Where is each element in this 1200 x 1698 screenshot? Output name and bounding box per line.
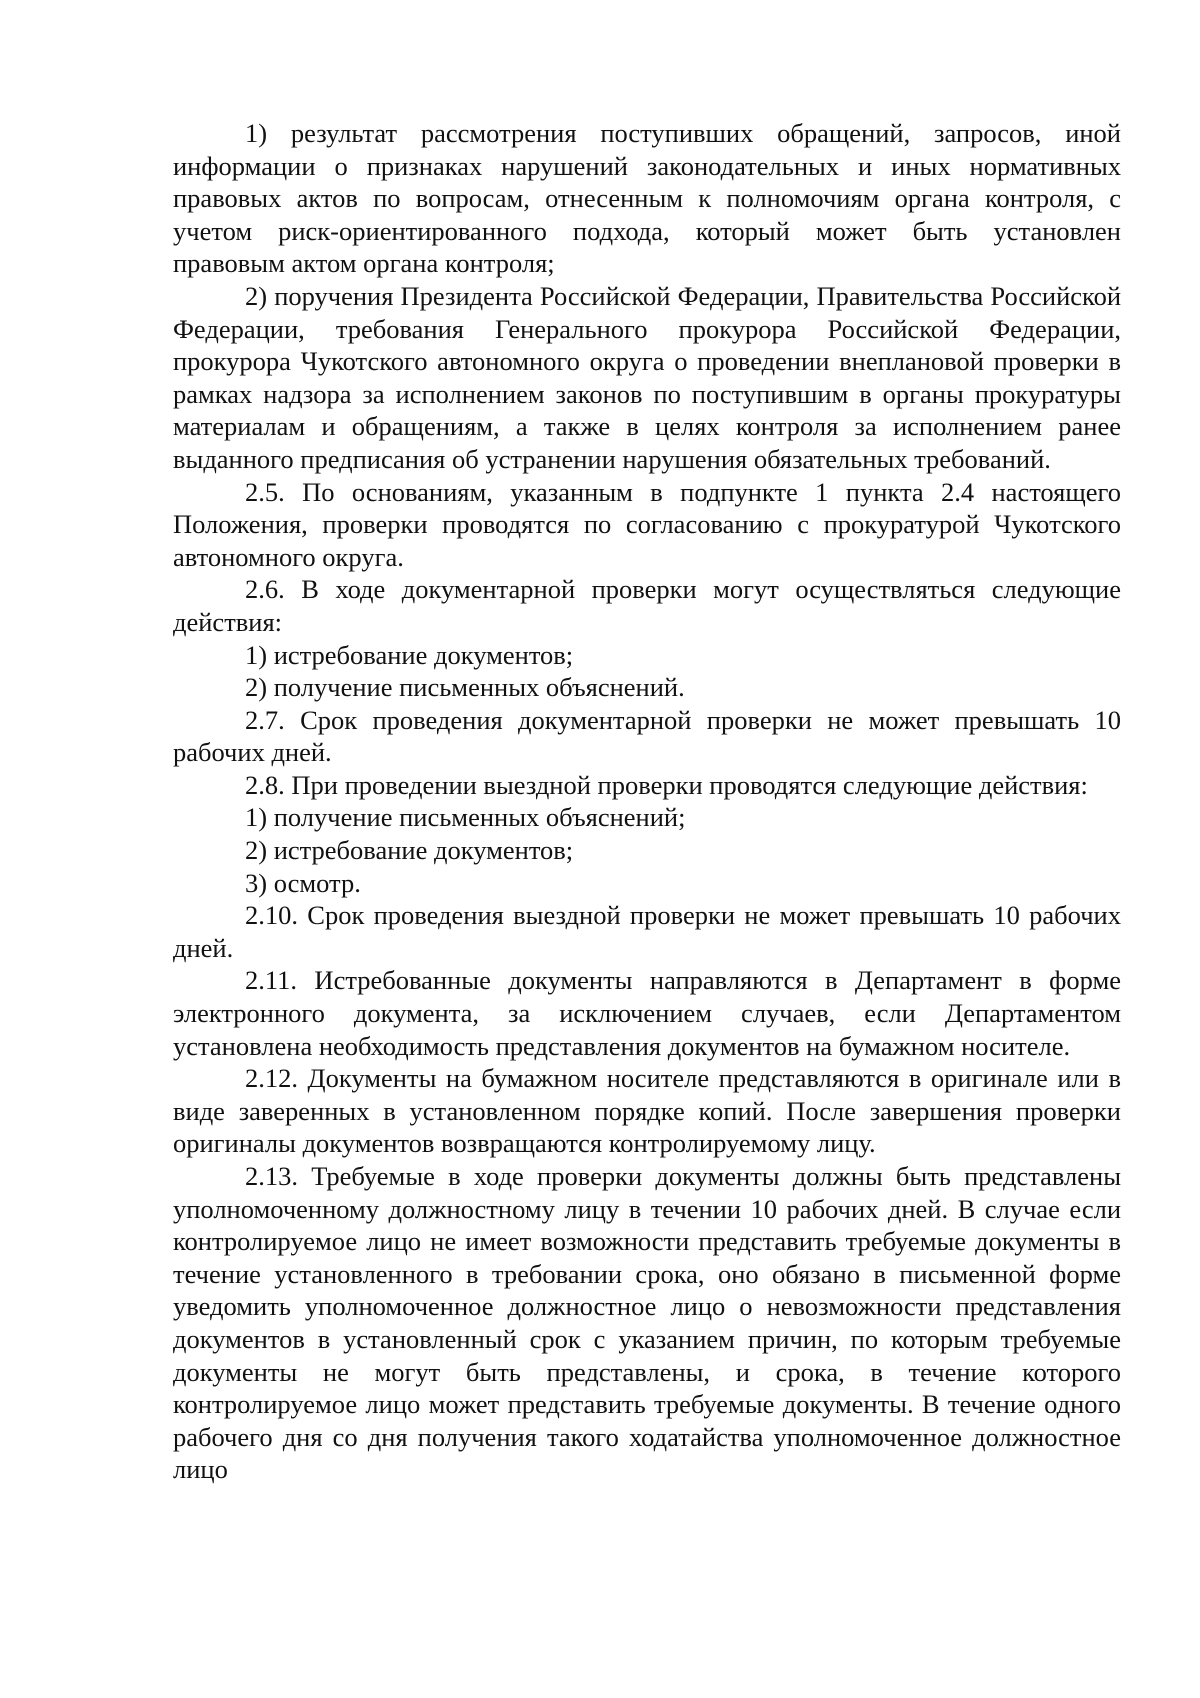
paragraph-2-6: 2.6. В ходе документарной проверки могут осуществляться следующие действия: — [173, 574, 1121, 637]
paragraph-item-1: 1) результат рассмотрения поступивших обращений, запросов, иной информации о признаках нарушений законодательных и иных нормативных правовых актов по вопросам, отнесенным к полномочиям органа контроля, с учетом риск-ориентированного подхода, который может быть установлен правовым актом органа контроля; — [173, 118, 1121, 279]
paragraph-2-6-item-1: 1) истребование документов; — [245, 639, 574, 670]
paragraph-2-8-item-3: 3) осмотр. — [245, 867, 361, 898]
paragraph-2-5: 2.5. По основаниям, указанным в подпункте 1 пункта 2.4 настоящего Положения, проверки проводятся по согласованию с прокуратурой Чукотского автономного округа. — [173, 476, 1121, 572]
paragraph-2-8-item-2: 2) истребование документов; — [245, 835, 574, 866]
paragraph-2-10: 2.10. Срок проведения выездной проверки не может превышать 10 рабочих дней. — [173, 900, 1121, 963]
paragraph-2-11: 2.11. Истребованные документы направляются в Департамент в форме электронного документа, за исключением случаев, если Департаментом установлена необходимость представления документов на бумажном носителе. — [173, 965, 1121, 1061]
paragraph-2-6-item-2: 2) получение письменных объяснений. — [245, 672, 685, 703]
paragraph-2-8: 2.8. При проведении выездной проверки проводятся следующие действия: — [245, 769, 1088, 800]
paragraph-2-13: 2.13. Требуемые в ходе проверки документы должны быть представлены уполномоченному должностному лицу в течении 10 рабочих дней. В случае если контролируемое лицо не имеет возможности представить требуемые документы в течение установленного в требовании срока, оно обязано в письменной форме уведомить уполномоченное должностное лицо о невозможности представления документов в установленный срок с указанием причин, по которым требуемые документы не могут быть представлены, и срока, в течение которого контролируемое лицо может представить требуемые документы. В течение одного рабочего дня со дня получения такого ходатайства уполномоченное должностное лицо — [173, 1161, 1121, 1485]
paragraph-2-12: 2.12. Документы на бумажном носителе представляются в оригинале или в виде заверенных в установленном порядке копий. После завершения проверки оригиналы документов возвращаются контролируемому лицу. — [173, 1063, 1121, 1159]
document-body — [173, 117, 1121, 1486]
paragraph-2-7: 2.7. Срок проведения документарной проверки не может превышать 10 рабочих дней. — [173, 704, 1121, 768]
paragraph-item-2: 2) поручения Президента Российской Федерации, Правительства Российской Федерации, требования Генерального прокурора Российской Федерации, прокурора Чукотского автономного округа о проведении внеплановой проверки в рамках надзора за исполнением законов по поступившим в органы прокуратуры материалам и обращениям, а также в целях контроля за исполнением ранее выданного предписания об устранении нарушения обязательных требований. — [173, 280, 1121, 474]
paragraph-2-8-item-1: 1) получение письменных объяснений; — [245, 802, 686, 833]
